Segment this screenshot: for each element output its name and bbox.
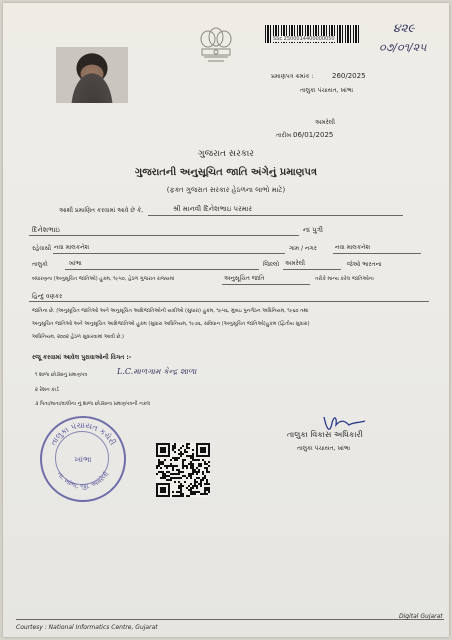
applicant-photo [56, 47, 128, 103]
resident-line [53, 253, 285, 254]
org-title: ગુજરાત સરકાર [198, 149, 254, 159]
village-value: નવા માલકનેશ [335, 244, 371, 251]
signatory-title: તાલુકા વિકાસ અધિકારી [287, 430, 363, 439]
father-line [29, 235, 299, 236]
office-seal-text [40, 416, 126, 502]
certificate-subtitle: (ફક્ત ગુજરાત સરકાર હેઠળના લાભો માટે) [166, 186, 286, 194]
applicant-name: શ્રી માનવી દિનેશભાઇ પરમાર [173, 205, 252, 213]
caste-line [29, 301, 429, 302]
father-name: દિનેશભાઇ [32, 226, 60, 234]
district-label: જિલ્લો [263, 261, 280, 268]
date-value: 06/01/2025 [293, 131, 334, 139]
resident-value: નવા માલકનેશ [54, 244, 90, 251]
document-item-1: ૧ શાળા છોડ્યાનું પ્રમાણપત્ર [35, 372, 88, 378]
document-1-handwritten: L.C.માળગામ કેન્દ્ર શાળા [117, 367, 197, 376]
taluka-value: ખાંભા [69, 260, 82, 267]
para-line-3: અધિનિયમ, ૨૦૦૨ હેઠળ સુધારવામાં આવી છે.) [32, 334, 124, 340]
cert-number-label: પ્રમાણપત્ર ક્રમાંક : [271, 73, 314, 80]
taluka-line [65, 269, 259, 270]
document-item-3: ૩ પિતા/માતા/વાલીના નું શાળા છોડ્યાના પ્રમાણપત્રની નકલ [35, 401, 151, 407]
place-label: અમરેલી [315, 119, 335, 126]
resident-label: રહેવાસી [32, 245, 52, 252]
seal-center-text: ખાંભા [74, 455, 92, 464]
village-line [333, 253, 421, 254]
certificate-title: ગુજરાતની અનુસૂચિત જાતિ અંગેનું પ્રમાણપત્ર [134, 167, 318, 178]
footer-digital-gujarat: Digital Gujarat [399, 613, 443, 620]
qr-code [156, 443, 210, 497]
district-line [283, 269, 341, 270]
name-line [148, 215, 403, 216]
taluka-label: તાલુકો [32, 261, 48, 268]
svg-text:તા. ખાંભા, જી. અમરેલી [56, 470, 111, 490]
date-label: તારીખ : [276, 132, 296, 139]
cert-number-value: 260/2025 [332, 72, 366, 80]
signatory-office: તાલુકા પંચાયત, ખાંભા [297, 445, 351, 452]
serial-number-handwritten: ૪૨૯ [393, 21, 415, 35]
serial-date-handwritten: ૦૭/૦૧/૨૫ [379, 41, 427, 54]
documents-heading: રજૂ કરવામાં આવેલ પુરાવાઓની વિગત :- [32, 354, 132, 361]
village-label: ગામ / નગર [289, 245, 317, 252]
para-line-1: જાતિના છે. (અનુસૂચિત જાતિઓ અને અનુસૂચિત આદિજાતિઓની યાદીઓ (સુધારા) હુકમ, ૧૯૫૬, મુંબઇ પુનર્ગઠન અધિનિયમ, ૧૯૬૦ તથા [32, 308, 309, 314]
caste-category-line [222, 284, 310, 285]
barcode-number: SSc 2500014400000050 [273, 36, 335, 42]
ashoka-emblem-icon [194, 25, 238, 75]
seal-bottom-text: તા. ખાંભા, જી. અમરેલી [55, 470, 111, 491]
office-line: તાલુકા પંચાયત, ખાંભા [300, 87, 354, 94]
para-line-2: અનુસૂચિત જાતિઓ અને અનુસૂચિત આદિજાતિઓ હુકમ (સુધારા અધિનિયમ, ૧૯૭૬, સંવિધાન (અનુસૂચિત જાતિઓ)હુકમ (દ્વિતીય સુધારા) [32, 321, 310, 327]
constitution-text: બંધારણના (અનુસૂચિત જાતિઓ) હુકમ, ૧૯૫૦, હેઠળ ગુજરાત રાજ્યમાં [32, 276, 175, 282]
caste-category: અનુસૂચિત જાતિ [224, 275, 265, 282]
footer-courtesy: Courtesy : National Informatics Centre, Gujarat [16, 624, 158, 631]
seal-ring-text: તાલુકા પંચાયત કચેરી [48, 420, 118, 447]
footer-rule [16, 619, 444, 620]
document-item-2: ૨ રેશન કાર્ડ [35, 387, 59, 393]
certify-label: આથી પ્રમાણિત કરવામાં આવે છે કે, [59, 207, 144, 214]
constitution-tail: તરીકે માન્ય કરેલ જાતિઓના [315, 276, 374, 282]
certificate-page [3, 3, 449, 637]
svg-text:તાલુકા પંચાયત કચેરી [49, 421, 117, 447]
district-value: અમરેલી [285, 260, 305, 267]
relation-label: ના પુત્રી [303, 226, 324, 234]
caste-name: હિન્દુ વણકર [32, 293, 63, 300]
district-tail: જેઓ ભારતના [347, 261, 382, 268]
